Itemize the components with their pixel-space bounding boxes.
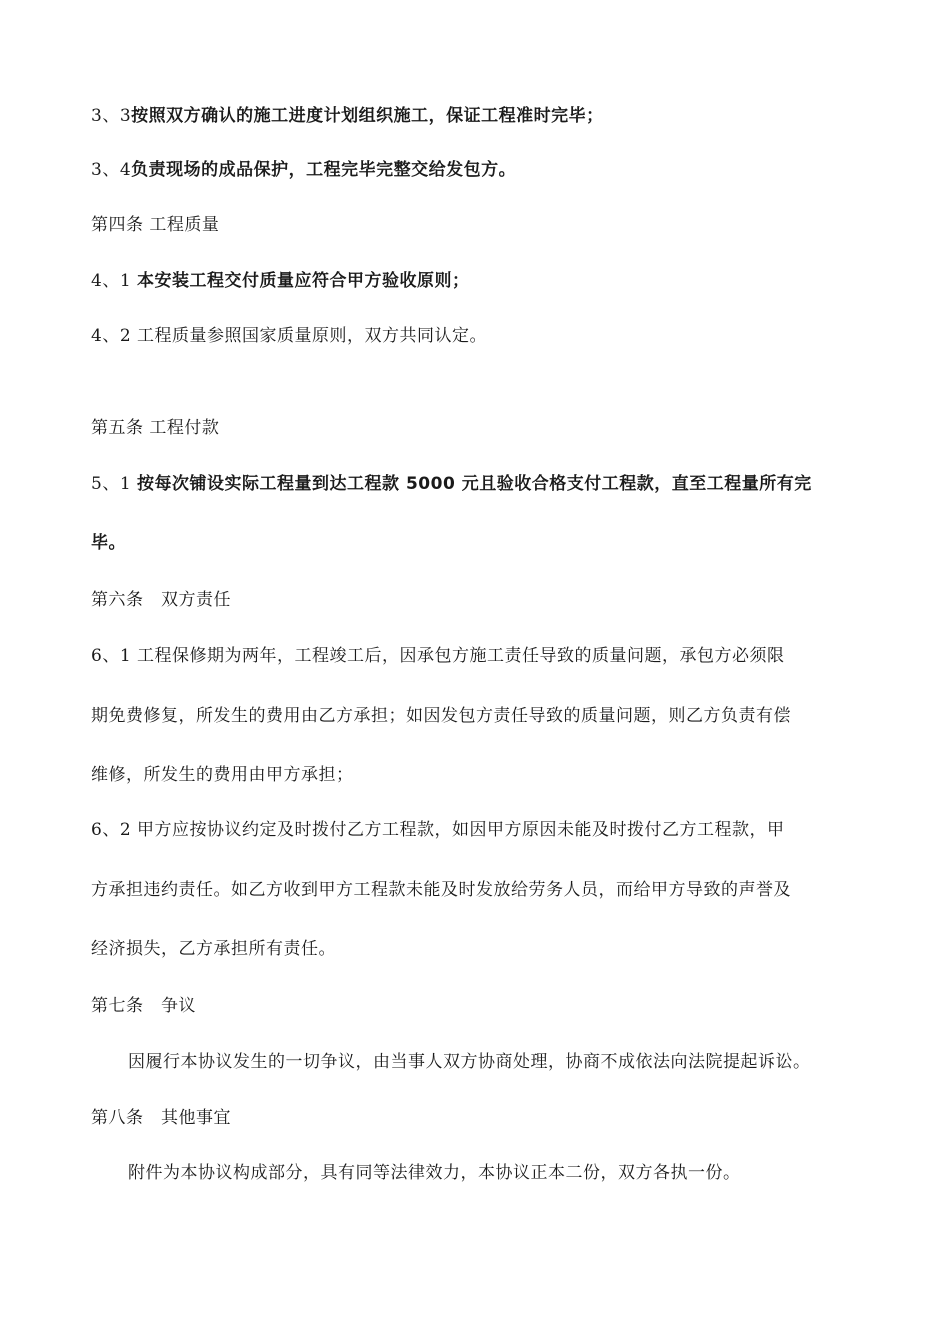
clause-number: 5、1 [91,474,138,494]
clause-text: 经济损失，乙方承担所有责任。 [91,939,336,959]
clause-text: 本安装工程交付质量应符合甲方验收原则； [137,271,470,291]
clause-7-text [128,1050,811,1074]
clause-5-1 [91,472,812,496]
clause-6-2-line-1 [91,818,785,842]
clause-6-1-line-1 [91,644,785,668]
clause-text: 方承担违约责任。如乙方收到甲方工程款未能及时发放给劳务人员，而给甲方导致的声誉及 [91,880,791,900]
section-heading-8 [91,1106,231,1130]
section-heading-6 [91,588,231,612]
section-title: 第五条 工程付款 [91,418,220,438]
section-title: 第八条 其他事宜 [91,1108,231,1128]
clause-text: 期免费修复，所发生的费用由乙方承担；如因发包方责任导致的质量问题，则乙方负责有偿 [91,706,791,726]
section-title: 第四条 工程质量 [91,215,220,235]
clause-4-1 [91,269,470,293]
section-heading-5 [91,416,219,440]
section-title: 第六条 双方责任 [91,590,231,610]
clause-text: 按照双方确认的施工进度计划组织施工，保证工程准时完毕； [131,106,604,126]
clause-text: 4、2 工程质量参照国家质量原则，双方共同认定。 [91,326,488,346]
clause-text: 按每次铺设实际工程量到达工程款 5000 元且验收合格支付工程款，直至工程量所有完 [137,474,812,494]
clause-4-2 [91,324,487,348]
clause-6-1-line-3 [91,763,354,787]
clause-text: 负责现场的成品保护，工程完毕完整交给发包方。 [131,160,517,180]
clause-3-3 [91,104,604,128]
clause-6-2-line-3 [91,937,336,961]
clause-number: 3、4 [91,160,132,180]
clause-text: 附件为本协议构成部分，具有同等法律效力，本协议正本二份，双方各执一份。 [128,1163,741,1183]
clause-text: 维修，所发生的费用由甲方承担； [91,765,354,785]
clause-text: 毕。 [91,533,126,553]
clause-text: 6、2 甲方应按协议约定及时拨付乙方工程款，如因甲方原因未能及时拨付乙方工程款，甲 [91,820,785,840]
clause-5-1-continued [91,531,126,555]
clause-text: 因履行本协议发生的一切争议，由当事人双方协商处理，协商不成依法向法院提起诉讼。 [128,1052,811,1072]
clause-number: 3、3 [91,106,132,126]
clause-text: 6、1 工程保修期为两年，工程竣工后，因承包方施工责任导致的质量问题，承包方必须限 [91,646,785,666]
clause-number: 4、1 [91,271,138,291]
clause-3-4 [91,158,516,182]
section-heading-7 [91,994,196,1018]
clause-6-1-line-2 [91,704,791,728]
section-heading-4 [91,213,219,237]
clause-6-2-line-2 [91,878,791,902]
clause-8-text [128,1161,741,1185]
section-title: 第七条 争议 [91,996,196,1016]
